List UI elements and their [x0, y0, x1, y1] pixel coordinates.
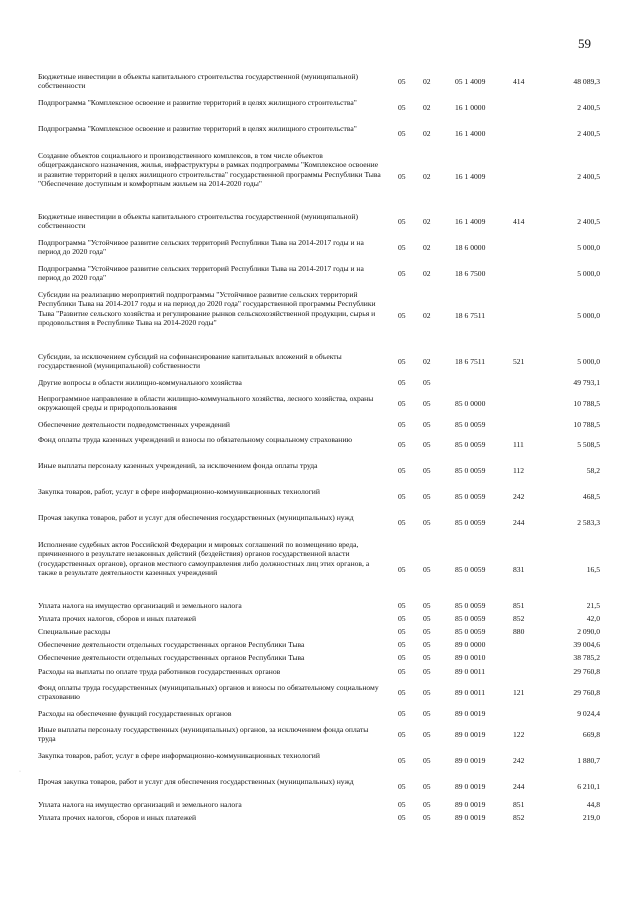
table-row: [0, 777, 640, 797]
row-expense-type: 414: [513, 77, 525, 86]
table-row: [0, 601, 640, 611]
row-target-article: 18 6 7511: [455, 311, 486, 320]
row-description: Подпрограмма "Устойчивое развитие сельских территорий Республики Тыва на 2014-2017 годы и на период до 2020 года": [38, 264, 364, 283]
row-section-code: 05: [398, 243, 406, 252]
row-section-code: 05: [398, 782, 406, 791]
row-expense-type: 880: [513, 627, 525, 636]
row-section-code: 05: [398, 627, 406, 636]
row-amount: 10 788,5: [573, 399, 600, 408]
row-description: Непрограммное направление в области жилищно-коммунального хозяйства, лесного хозяйства, охраны окружающей среды и природопользования: [38, 394, 374, 413]
row-target-article: 85 0 0059: [455, 440, 486, 449]
row-section-code: 05: [398, 800, 406, 809]
row-description: Расходы на выплаты по оплате труда работников государственных органов: [38, 667, 281, 676]
row-description: Уплата налога на имущество организаций и земельного налога: [38, 601, 242, 610]
row-target-article: 16 1 0000: [455, 103, 486, 112]
table-row: [0, 98, 640, 118]
table-row: [0, 813, 640, 823]
row-amount: 42,0: [586, 614, 600, 623]
row-expense-type: 242: [513, 492, 525, 501]
table-row: [0, 435, 640, 455]
row-target-article: 85 0 0059: [455, 492, 486, 501]
table-row: [0, 461, 640, 481]
table-row: [0, 124, 640, 144]
row-section-code: 05: [398, 440, 406, 449]
row-target-article: 18 6 7511: [455, 357, 486, 366]
row-target-article: 18 6 7500: [455, 269, 486, 278]
row-section-code: 05: [398, 103, 406, 112]
row-description: Подпрограмма "Комплексное освоение и развитие территорий в целях жилищного строительства": [38, 98, 357, 107]
table-row: [0, 72, 640, 92]
row-target-article: 89 0 0019: [455, 813, 486, 822]
table-row: [0, 151, 640, 203]
table-row: [0, 751, 640, 771]
row-amount: 39 004,6: [573, 640, 600, 649]
row-description: Прочая закупка товаров, работ и услуг для обеспечения государственных (муниципальных) нужд: [38, 777, 354, 786]
row-section-code: 05: [398, 129, 406, 138]
row-subsection-code: 02: [423, 269, 431, 278]
row-description: Уплата налога на имущество организаций и земельного налога: [38, 800, 242, 809]
table-row: [0, 394, 640, 414]
row-description: Уплата прочих налогов, сборов и иных платежей: [38, 614, 197, 623]
row-section-code: 05: [398, 399, 406, 408]
row-section-code: 05: [398, 466, 406, 475]
table-row: [0, 640, 640, 650]
row-amount: 5 000,0: [577, 269, 600, 278]
row-target-article: 89 0 0019: [455, 709, 486, 718]
row-subsection-code: 05: [423, 813, 431, 822]
row-expense-type: 852: [513, 614, 525, 623]
table-row: [0, 378, 640, 388]
row-section-code: 05: [398, 420, 406, 429]
row-amount: 2 400,5: [577, 172, 600, 181]
row-section-code: 05: [398, 640, 406, 649]
table-row: [0, 540, 640, 600]
row-section-code: 05: [398, 756, 406, 765]
row-amount: 5 000,0: [577, 311, 600, 320]
row-target-article: 16 1 4000: [455, 129, 486, 138]
row-subsection-code: 05: [423, 627, 431, 636]
table-row: [0, 627, 640, 637]
row-target-article: 89 0 0019: [455, 782, 486, 791]
row-subsection-code: 05: [423, 640, 431, 649]
row-description: Иные выплаты персоналу государственных (муниципальных) органов, за исключением фонда оплаты труда: [38, 725, 369, 744]
row-expense-type: 851: [513, 601, 525, 610]
row-subsection-code: 05: [423, 730, 431, 739]
row-target-article: 16 1 4009: [455, 172, 486, 181]
row-subsection-code: 05: [423, 518, 431, 527]
row-target-article: 05 1 4009: [455, 77, 486, 86]
row-section-code: 05: [398, 667, 406, 676]
row-section-code: 05: [398, 77, 406, 86]
row-amount: 2 400,5: [577, 103, 600, 112]
table-row: [0, 709, 640, 719]
table-row: [0, 238, 640, 258]
row-description: Закупка товаров, работ, услуг в сфере информационно-коммуникационных технологий: [38, 487, 320, 496]
table-row: [0, 800, 640, 810]
row-description: Другие вопросы в области жилищно-коммунального хозяйства: [38, 378, 242, 387]
row-expense-type: 521: [513, 357, 525, 366]
row-subsection-code: 05: [423, 399, 431, 408]
row-amount: 21,5: [586, 601, 600, 610]
row-target-article: 85 0 0059: [455, 627, 486, 636]
row-subsection-code: 05: [423, 709, 431, 718]
table-row: [0, 420, 640, 430]
row-description: Бюджетные инвестиции в объекты капитального строительства государственной (муниципальной) собственности: [38, 72, 359, 91]
row-subsection-code: 02: [423, 217, 431, 226]
row-subsection-code: 05: [423, 378, 431, 387]
row-description: Фонд оплаты труда государственных (муниципальных) органов и взносы по обязательному социальному страхованию: [38, 683, 379, 702]
row-target-article: 89 0 0011: [455, 667, 486, 676]
row-amount: 2 400,5: [577, 129, 600, 138]
row-section-code: 05: [398, 492, 406, 501]
row-amount: 29 760,8: [573, 667, 600, 676]
row-subsection-code: 02: [423, 311, 431, 320]
row-section-code: 05: [398, 357, 406, 366]
row-description: Фонд оплаты труда казенных учреждений и взносы по обязательному социальному страхованию: [38, 435, 353, 444]
row-description: Закупка товаров, работ, услуг в сфере информационно-коммуникационных технологий: [38, 751, 320, 760]
row-description: Обеспечение деятельности отдельных государственных органов Республики Тыва: [38, 653, 305, 662]
row-amount: 44,8: [586, 800, 600, 809]
table-row: [0, 290, 640, 342]
row-section-code: 05: [398, 688, 406, 697]
page-number: 59: [578, 36, 591, 51]
row-description: Подпрограмма "Комплексное освоение и развитие территорий в целях жилищного строительства": [38, 124, 357, 133]
row-target-article: 89 0 0019: [455, 730, 486, 739]
row-amount: 38 785,2: [573, 653, 600, 662]
row-subsection-code: 02: [423, 129, 431, 138]
row-expense-type: 111: [513, 440, 524, 449]
table-row: [0, 614, 640, 624]
row-subsection-code: 02: [423, 243, 431, 252]
row-description: Бюджетные инвестиции в объекты капитального строительства государственной (муниципальной) собственности: [38, 212, 359, 231]
table-row: [0, 725, 640, 745]
row-amount: 58,2: [586, 466, 600, 475]
row-target-article: 89 0 0010: [455, 653, 486, 662]
row-subsection-code: 02: [423, 172, 431, 181]
row-target-article: 85 0 0059: [455, 601, 486, 610]
row-description: Специальные расходы: [38, 627, 111, 636]
row-subsection-code: 05: [423, 420, 431, 429]
row-amount: 468,5: [582, 492, 600, 501]
row-expense-type: 852: [513, 813, 525, 822]
row-amount: 1 880,7: [577, 756, 600, 765]
row-amount: 10 788,5: [573, 420, 600, 429]
table-row: [0, 653, 640, 663]
row-section-code: 05: [398, 518, 406, 527]
row-description: Прочая закупка товаров, работ и услуг для обеспечения государственных (муниципальных) нужд: [38, 513, 354, 522]
row-section-code: 05: [398, 709, 406, 718]
row-subsection-code: 05: [423, 440, 431, 449]
row-subsection-code: 05: [423, 492, 431, 501]
row-amount: 5 000,0: [577, 243, 600, 252]
row-section-code: 05: [398, 653, 406, 662]
row-subsection-code: 02: [423, 357, 431, 366]
row-amount: 2 400,5: [577, 217, 600, 226]
row-amount: 6 210,1: [577, 782, 600, 791]
row-section-code: 05: [398, 217, 406, 226]
row-target-article: 89 0 0000: [455, 640, 486, 649]
row-section-code: 05: [398, 813, 406, 822]
row-section-code: 05: [398, 269, 406, 278]
row-expense-type: 831: [513, 565, 525, 574]
table-row: [0, 683, 640, 703]
row-amount: 9 024,4: [577, 709, 600, 718]
row-amount: 5 508,5: [577, 440, 600, 449]
row-section-code: 05: [398, 311, 406, 320]
scan-mark: ·: [19, 769, 21, 775]
row-subsection-code: 02: [423, 103, 431, 112]
row-amount: 2 090,0: [577, 627, 600, 636]
row-description: Обеспечение деятельности отдельных государственных органов Республики Тыва: [38, 640, 305, 649]
row-expense-type: 244: [513, 518, 525, 527]
row-target-article: 85 0 0059: [455, 565, 486, 574]
row-target-article: 89 0 0019: [455, 800, 486, 809]
row-amount: 219,0: [582, 813, 600, 822]
row-description: Уплата прочих налогов, сборов и иных платежей: [38, 813, 197, 822]
row-subsection-code: 05: [423, 614, 431, 623]
row-amount: 29 760,8: [573, 688, 600, 697]
row-section-code: 05: [398, 730, 406, 739]
row-subsection-code: 05: [423, 601, 431, 610]
row-subsection-code: 05: [423, 800, 431, 809]
row-expense-type: 414: [513, 217, 525, 226]
row-section-code: 05: [398, 378, 406, 387]
table-row: [0, 352, 640, 372]
row-target-article: 85 0 0059: [455, 518, 486, 527]
row-expense-type: 242: [513, 756, 525, 765]
row-amount: 48 089,3: [573, 77, 600, 86]
row-description: Субсидии, за исключением субсидий на софинансирование капитальных вложений в объекты государственной (муниципальной) собственности: [38, 352, 342, 371]
row-expense-type: 121: [513, 688, 525, 697]
row-amount: 5 000,0: [577, 357, 600, 366]
row-description: Иные выплаты персоналу казенных учреждений, за исключением фонда оплаты труда: [38, 461, 318, 470]
row-subsection-code: 05: [423, 756, 431, 765]
row-section-code: 05: [398, 172, 406, 181]
row-target-article: 18 6 0000: [455, 243, 486, 252]
row-target-article: 85 0 0059: [455, 420, 486, 429]
row-description: Расходы на обеспечение функций государственных органов: [38, 709, 232, 718]
row-amount: 669,8: [582, 730, 600, 739]
row-target-article: 85 0 0059: [455, 466, 486, 475]
row-section-code: 05: [398, 601, 406, 610]
row-target-article: 85 0 0000: [455, 399, 486, 408]
row-expense-type: 112: [513, 466, 525, 475]
row-subsection-code: 05: [423, 565, 431, 574]
row-target-article: 85 0 0059: [455, 614, 486, 623]
row-target-article: 89 0 0019: [455, 756, 486, 765]
row-subsection-code: 05: [423, 466, 431, 475]
table-row: [0, 513, 640, 533]
row-target-article: 16 1 4009: [455, 217, 486, 226]
row-amount: 2 583,3: [577, 518, 600, 527]
table-row: [0, 487, 640, 507]
row-expense-type: 244: [513, 782, 525, 791]
table-row: [0, 667, 640, 677]
row-description: Исполнение судебных актов Российской Федерации и мировых соглашений по возмещению вреда, причиненного в результате незаконных действий (бездействия) органов государственной власти (государственных органов), органов местного самоуправления либо должностных лиц этих органов, а также в результате деятельности казенных учреждений: [38, 540, 370, 578]
row-subsection-code: 05: [423, 782, 431, 791]
row-description: Создание объектов социального и производственного комплексов, в том числе объектов общегражданского назначения, жилья, инфраструктуры в рамках подпрограммы "Комплексное освоение и развитие территорий в целях жилищного строительства" государственной программы Республики Тыва "Обеспечение доступным и комфортным жильем на 2014-2020 годы": [38, 151, 381, 189]
row-subsection-code: 05: [423, 653, 431, 662]
row-section-code: 05: [398, 614, 406, 623]
row-section-code: 05: [398, 565, 406, 574]
row-subsection-code: 05: [423, 667, 431, 676]
row-description: Субсидии на реализацию мероприятий подпрограммы "Устойчивое развитие сельских территорий Республики Тыва на 2014-2017 годы и на период до 2020 года" государственной программы Республики Тыва "Развитие сельского хозяйства и регулирование рынков сельскохозяйственной продукции, сырья и продовольствия в Республике Тыва на 2014-2020 годы": [38, 290, 376, 328]
row-amount: 16,5: [586, 565, 600, 574]
row-description: Подпрограмма "Устойчивое развитие сельских территорий Республики Тыва на 2014-2017 годы и на период до 2020 года": [38, 238, 364, 257]
row-subsection-code: 05: [423, 688, 431, 697]
table-row: [0, 264, 640, 284]
table-row: [0, 212, 640, 232]
row-amount: 49 793,1: [573, 378, 600, 387]
row-description: Обеспечение деятельности подведомственных учреждений: [38, 420, 230, 429]
row-expense-type: 122: [513, 730, 525, 739]
row-target-article: 89 0 0011: [455, 688, 486, 697]
row-subsection-code: 02: [423, 77, 431, 86]
row-expense-type: 851: [513, 800, 525, 809]
